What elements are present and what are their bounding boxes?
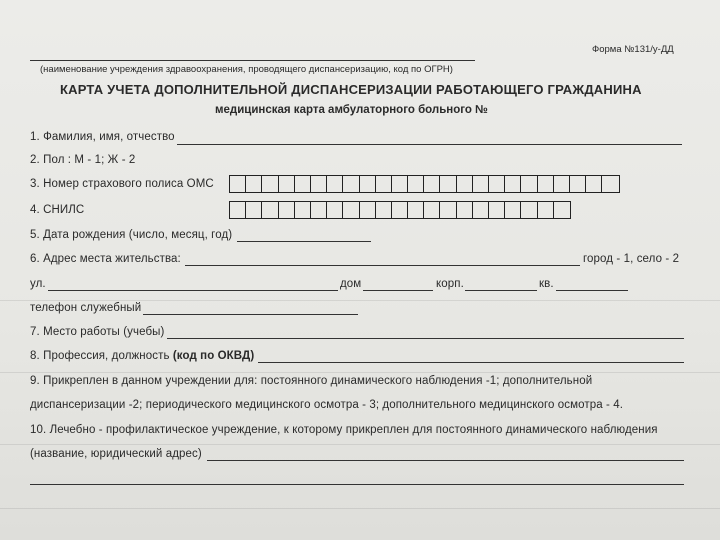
house-line[interactable] [363, 290, 433, 291]
apartment-line[interactable] [556, 290, 628, 291]
field-attached-line1: 9. Прикреплен в данном учреждении для: постоянного динамического наблюдения -1; дополнительной [30, 375, 593, 387]
background-rule [0, 444, 720, 445]
institution-line [30, 60, 475, 61]
profession-prefix: 8. Профессия, должность [30, 350, 173, 362]
field-profession-label [30, 350, 254, 362]
form-subtitle: медицинская карта амбулаторного больного № [215, 104, 488, 116]
work-phone-line[interactable] [143, 314, 358, 315]
background-rule [0, 372, 720, 373]
facility-extra-line[interactable] [30, 484, 684, 485]
workplace-line[interactable] [167, 338, 684, 339]
building-line[interactable] [465, 290, 537, 291]
okvd-code-label: (код по ОКВД) [172, 350, 255, 362]
institution-caption: (наименование учреждения здравоохранения, проводящего диспансеризацию, код по ОГРН) [40, 64, 453, 75]
field-snils-label: 4. СНИЛС [30, 204, 85, 216]
field-workplace-label: 7. Место работы (учебы) [30, 326, 165, 338]
full-name-line[interactable] [177, 144, 682, 145]
oms-number-boxes[interactable] [229, 175, 620, 193]
field-attached-line2: диспансеризации -2; периодического медицинского осмотра - 3; дополнительного медицинского осмотра - 4. [30, 399, 624, 411]
form-title: КАРТА УЧЕТА ДОПОЛНИТЕЛЬНОЙ ДИСПАНСЕРИЗАЦИИ РАБОТАЮЩЕГО ГРАЖДАНИНА [60, 82, 642, 97]
form-number: Форма №131/у-ДД [592, 44, 674, 55]
street-label: ул. [30, 278, 46, 290]
background-rule [0, 300, 720, 301]
field-sex-label: 2. Пол : М - 1; Ж - 2 [30, 154, 136, 166]
city-village-label: город - 1, село - 2 [583, 253, 680, 265]
profession-line[interactable] [258, 362, 684, 363]
house-label: дом [340, 278, 362, 290]
birthdate-line[interactable] [237, 241, 371, 242]
field-facility-line1: 10. Лечебно - профилактическое учреждение, к которому прикреплен для постоянного динамического наблюдения [30, 424, 658, 436]
field-facility-line2: (название, юридический адрес) [30, 448, 202, 460]
field-address-label: 6. Адрес места жительства: [30, 253, 181, 265]
street-line[interactable] [48, 290, 338, 291]
building-label: корп. [436, 278, 464, 290]
field-birthdate-label: 5. Дата рождения (число, месяц, год) [30, 229, 233, 241]
apartment-label: кв. [539, 278, 554, 290]
facility-line[interactable] [207, 460, 684, 461]
field-oms-label: 3. Номер страхового полиса ОМС [30, 178, 214, 190]
work-phone-label: телефон служебный [30, 302, 142, 314]
background-rule [0, 508, 720, 509]
field-full-name-label: 1. Фамилия, имя, отчество [30, 131, 175, 143]
address-line[interactable] [185, 265, 580, 266]
snils-boxes[interactable] [229, 201, 571, 219]
